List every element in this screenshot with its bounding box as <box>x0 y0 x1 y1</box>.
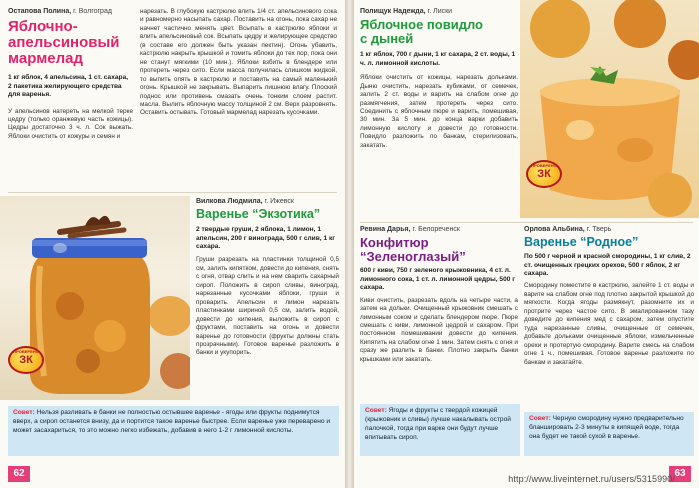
badge-top-text: ПРОВЕРЕНО <box>13 349 39 354</box>
recipe-author <box>360 8 518 15</box>
jar-photo <box>0 196 190 400</box>
recipe-ingredients: 1 кг яблок, 700 г дыни, 1 кг сахара, 2 ст. воды, 1 ч. л. лимонной кислоты. <box>360 51 516 67</box>
tip-text: Ягоды и фрукты с твердой кожицей (крыжовник и сливы) лучше накалывать острой палочкой, тогда при варке они будут лучше впитывать сироп. <box>365 407 511 441</box>
author-name: Остапова Полина, <box>8 8 72 15</box>
right-page <box>354 0 699 488</box>
author-city: г. Ижевск <box>264 198 294 205</box>
author-name: Вилкова Людмила, <box>196 198 263 205</box>
badge-main-text: ЗК <box>19 354 33 366</box>
badge-main-text: ЗК <box>537 168 551 180</box>
recipe-apple-melon-block <box>360 8 518 222</box>
tip-text: Нельзя разливать в банки не полностью остывшее варенье - ягоды или фрукты поднимутся вверх, а сироп останется внизу, да и портится такое варенье быстрее. Если варенье уже переварено и может засахариться, то это можно легко избежать, добавив в него 1-2 г лимонной кислоты. <box>13 409 331 434</box>
recipe-text: У апельсинов натереть на мелкой терке цедру (только оранжевую часть кожицы). Цедры достаточно 3 ч. л. Сок выжать. Яблоки очистить от кожуры и семян и <box>8 107 133 140</box>
recipe-exotic-jam-block <box>196 198 339 408</box>
tip-box <box>8 406 339 456</box>
source-url: http://www.liveinternet.ru/users/5315990/ <box>508 474 675 484</box>
left-page <box>0 0 345 488</box>
book-gutter <box>345 0 354 488</box>
author-name: Полищук Надежда, <box>360 8 426 15</box>
tested-badge <box>8 346 44 374</box>
tip-label: Совет: <box>529 415 551 422</box>
author-city: г. Тверь <box>586 226 612 233</box>
recipe-marmalade-block <box>8 8 133 188</box>
tip-box <box>524 412 694 456</box>
recipe-text: Груши разрезать на пластинки толщиной 0,5 см, залить кипятком, довести до кипения, снять с огня, отвар слить и на нем сварить сахарный сироп. Положить в сироп сливы, виноград, нарезанные кусочками яблоки, груши и проварить. Апельсин и лимон нарезать пластинками шириной 0,5 см, залить водой, довести до кипения, выложить в сироп с фруктами, поставить на огонь и довести варенье до готовности (фрукты должны стать прозрачными). Готовое варенье разложить в банки и укупорить. <box>196 256 339 357</box>
recipe-native-jam-block <box>524 226 694 406</box>
divider <box>360 222 693 223</box>
recipe-ingredients: 600 г киви, 750 г зеленого крыжовника, 4 ст. л. лимонного сока, 1 ст. л. лимонной цедры, 500 г сахара. <box>360 267 515 292</box>
author-city: г. Лиски <box>427 8 453 15</box>
author-name: Орлова Альбина, <box>524 226 585 233</box>
recipe-ingredients: 1 кг яблок, 4 апельсина, 1 ст. сахара, 2 пакетика желирующего средства для варенья. <box>8 74 129 99</box>
title-line: Конфитюр <box>360 235 429 250</box>
recipe-title <box>8 19 133 66</box>
tip-text: Черную смородину нужно предварительно бланшировать 2-3 минуты в кипящей воде, тогда она будет не такой сухой в варенье. <box>529 415 684 440</box>
dessert-photo <box>520 0 699 218</box>
recipe-text: Киви очистить, разрезать вдоль на четыре части, а затем на дольки. Очищенный крыжовник смешать с лимонным соком и сделать блендером пюре. Пюре смешать с киви, лимонной цедрой и сахаром. При постоянном помешивании довести до кипения. Кипятить на слабом огне 1 мин. Затем снять с огня и сразу же разлить в банки. Плотно закрыть банки крышками или закатать. <box>360 296 518 363</box>
badge-top-text: ПРОВЕРЕНО <box>531 163 557 168</box>
divider <box>8 192 337 193</box>
page-number: 63 <box>669 466 691 482</box>
page-number: 62 <box>8 466 30 482</box>
recipe-text: Смородину поместите в кастрюлю, залейте 1 ст. воды и варите на слабом огне под плотно закрытой крышкой до мягкости. Когда ягоды размякнут, разомните их и протрите через частое сито. В эмалированном тазу доведите до кипения мед с сахаром, затем опустите туда нарезанные сливы, очищенные от семечек, добавьте дольками очищенные яблоки, измельченные орехи и протертую смородину. Варите смесь на слабом огне 1 ч., помешивая. Готовое варенье разложите по банкам и закатайте. <box>524 282 694 366</box>
author-city: г. Волгоград <box>73 8 112 15</box>
recipe-text: нарезать. В глубокую кастрюлю влить 1/4 ст. апельсинового сока и равномерно насыпать сахар. Поставить на огонь, пока сахар не начнет частично менять цвет. Всыпать в кастрюлю яблоки и влить апельсиновый сок. Всыпать цедру и желирующее средство (в составе его должен быть указан пектин). Огонь убавить, кастрюлю накрыть крышкой и томить яблоки до тех пор, пока они не станут мягкими (10 мин.). Яблоки взбить в блендере или протереть через сито. Если масса получилась слишком жидкой, то выпить опять в кастрюлю и поставить на самый маленький огонь. Крышкой не закрывать. Выпарить лишнюю влагу. Плоский поднос или противень смазать очень тонким слоем растит. масла. Вылить яблочную массу толщиной 2 см. Верх разровнять. Оставить остывать. Готовый мармелад нарезать кусочками. <box>140 8 337 117</box>
title-line: мармелад <box>8 49 84 67</box>
recipe-title <box>360 18 518 45</box>
title-line: апельсиновый <box>8 33 120 51</box>
tip-box <box>360 404 520 456</box>
author-name: Ревина Дарья, <box>360 226 411 233</box>
recipe-text: Яблоки очистить от кожицы, нарезать дольками. Дыню очистить, нарезать кубиками, от семечек, залить 2 ст. воды и варить на слабом огне до размягчения, затем протереть через сито. Соединить с яблочным пюре и варить, помешивая, 30 мин. За 5 мин. до конца варки добавить лимонную кислоту и довести до готовности. Повидло разложить по банкам, стерилизовать, закатать. <box>360 74 518 149</box>
recipe-author <box>196 198 339 205</box>
title-line: “Зеленоглазый” <box>360 248 466 264</box>
recipe-author <box>360 226 518 233</box>
recipe-kiwi-confiture-block <box>360 226 518 402</box>
recipe-author <box>524 226 694 233</box>
recipe-title <box>360 236 518 263</box>
tip-label: Совет: <box>365 407 387 414</box>
title-line: Яблочно- <box>8 18 78 35</box>
recipe-ingredients: По 500 г черной и красной смородины, 1 кг слив, 2 ст. очищенных грецких орехов, 500 г яблок, 2 кг сахара. <box>524 253 691 277</box>
recipe-title: Варенье “Экзотика” <box>196 207 321 221</box>
author-city: г. Белореченск <box>412 226 460 233</box>
recipe-author <box>8 8 133 15</box>
recipe-ingredients: 2 твердые груши, 2 яблока, 1 лимон, 1 апельсин, 200 г винограда, 500 г слив, 1 кг сахара. <box>196 226 335 250</box>
tip-label: Совет: <box>13 409 35 416</box>
title-line: с дыней <box>360 30 414 46</box>
recipe-title: Варенье “Родное” <box>524 235 639 249</box>
tested-badge <box>526 160 562 188</box>
recipe-marmalade-continued <box>140 8 337 190</box>
title-line: Яблочное повидло <box>360 17 483 32</box>
